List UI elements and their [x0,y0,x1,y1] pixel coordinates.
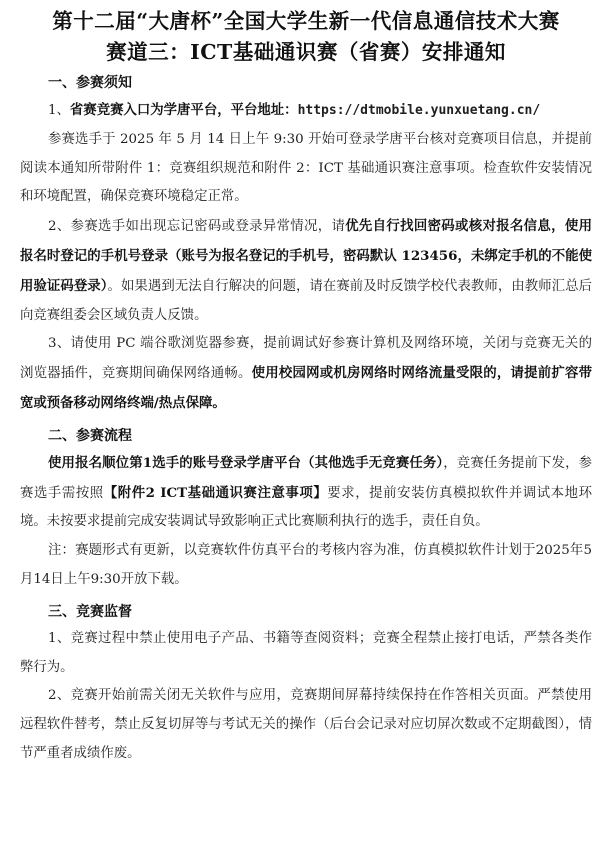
section-3-paragraph-2: 2、竞赛开始前需关闭无关软件与应用，竞赛期间屏幕持续保持在作答相关页面。严禁使用远程软件替考，禁止反复切屏等与考试无关的操作（后台会记录对应切屏次数或不定期截图），情节严重者成绩作废。 [20,688,592,761]
p3-lead: 2、参赛选手如出现忘记密码或登录异常情况，请 [48,219,346,235]
p4-bold: 使用校园网或机房网络时网络流量受限的，请提前扩容带宽或预备移动网络终端/热点保障。 [20,365,593,411]
s2-p1-tail: 要求，提前安装仿真模拟软件并调试本地环境。未按要求提前完成安装调试导致影响正式比赛顺利执行的选手，责任自负。 [20,485,593,530]
section-2-paragraph-1 [20,449,592,537]
s2-p1-bold2: 【附件2 ICT基础通识赛注意事项】 [103,484,328,501]
platform-url-link[interactable]: https://dtmobile.yunxuetang.cn/ [297,103,541,118]
p3-bold: 优先自行找回密码或核对报名信息，使用报名时登记的手机号登录（账号为报名登记的手机号，密码默认 123456，未绑定手机的不能使用验证码登录） [20,218,592,294]
section-3-heading: 三、竞赛监督 [48,603,132,620]
p1-lead: 1、 [48,103,70,118]
title-line-1: 第十二届“大唐杯”全国大学生新一代信息通信技术大赛 [52,9,560,33]
section-2-heading: 二、参赛流程 [48,427,132,444]
p4-lead: 3、请使用 PC 端谷歌浏览器参赛，提前调试好参赛计算机及网络环境，关闭与竞赛无关的浏览器插件，竞赛期间确保网络通畅。 [20,336,592,382]
section-3-paragraph-1: 1、竞赛过程中禁止使用电子产品、书籍等查阅资料；竞赛全程禁止接打电话，严禁各类作弊行为。 [20,630,592,675]
section-1-paragraph-3 [20,212,592,330]
title-line-2: 赛道三：ICT基础通识赛（省赛）安排通知 [106,40,506,64]
p1-bold: 省赛竞赛入口为学唐平台，平台地址： [69,102,298,118]
section-1-paragraph-4 [20,330,592,418]
section-2-paragraph-2: 注：赛题形式有更新，以竞赛软件仿真平台的考核内容为准，仿真模拟软件计划于2025年5月14日上午9:30开放下载。 [20,543,592,587]
notice-title [20,6,592,68]
section-1-paragraph-2: 参赛选手于 2025 年 5 月 14 日上午 9:30 开始可登录学唐平台核对竞赛项目信息，并提前阅读本通知所带附件 1：竞赛组织规范和附件 2：ICT 基础通识赛注意事项。检查软件安装情况和环境配置，确保竞赛环境稳定正常。 [20,131,592,205]
section-1-paragraph-1 [20,96,592,126]
s2-p1-bold: 使用报名顺位第1选手的账号登录学唐平台（其他选手无竞赛任务） [48,454,444,471]
s2-p1-mid: ，竞赛任务提前下发，参赛选手需按照 [20,455,592,501]
p3-tail: 。如果遇到无法自行解决的问题，请在赛前及时反馈学校代表教师，由教师汇总后向竞赛组委会区域负责人反馈。 [20,278,592,323]
section-1-heading: 一、参赛须知 [48,75,132,91]
